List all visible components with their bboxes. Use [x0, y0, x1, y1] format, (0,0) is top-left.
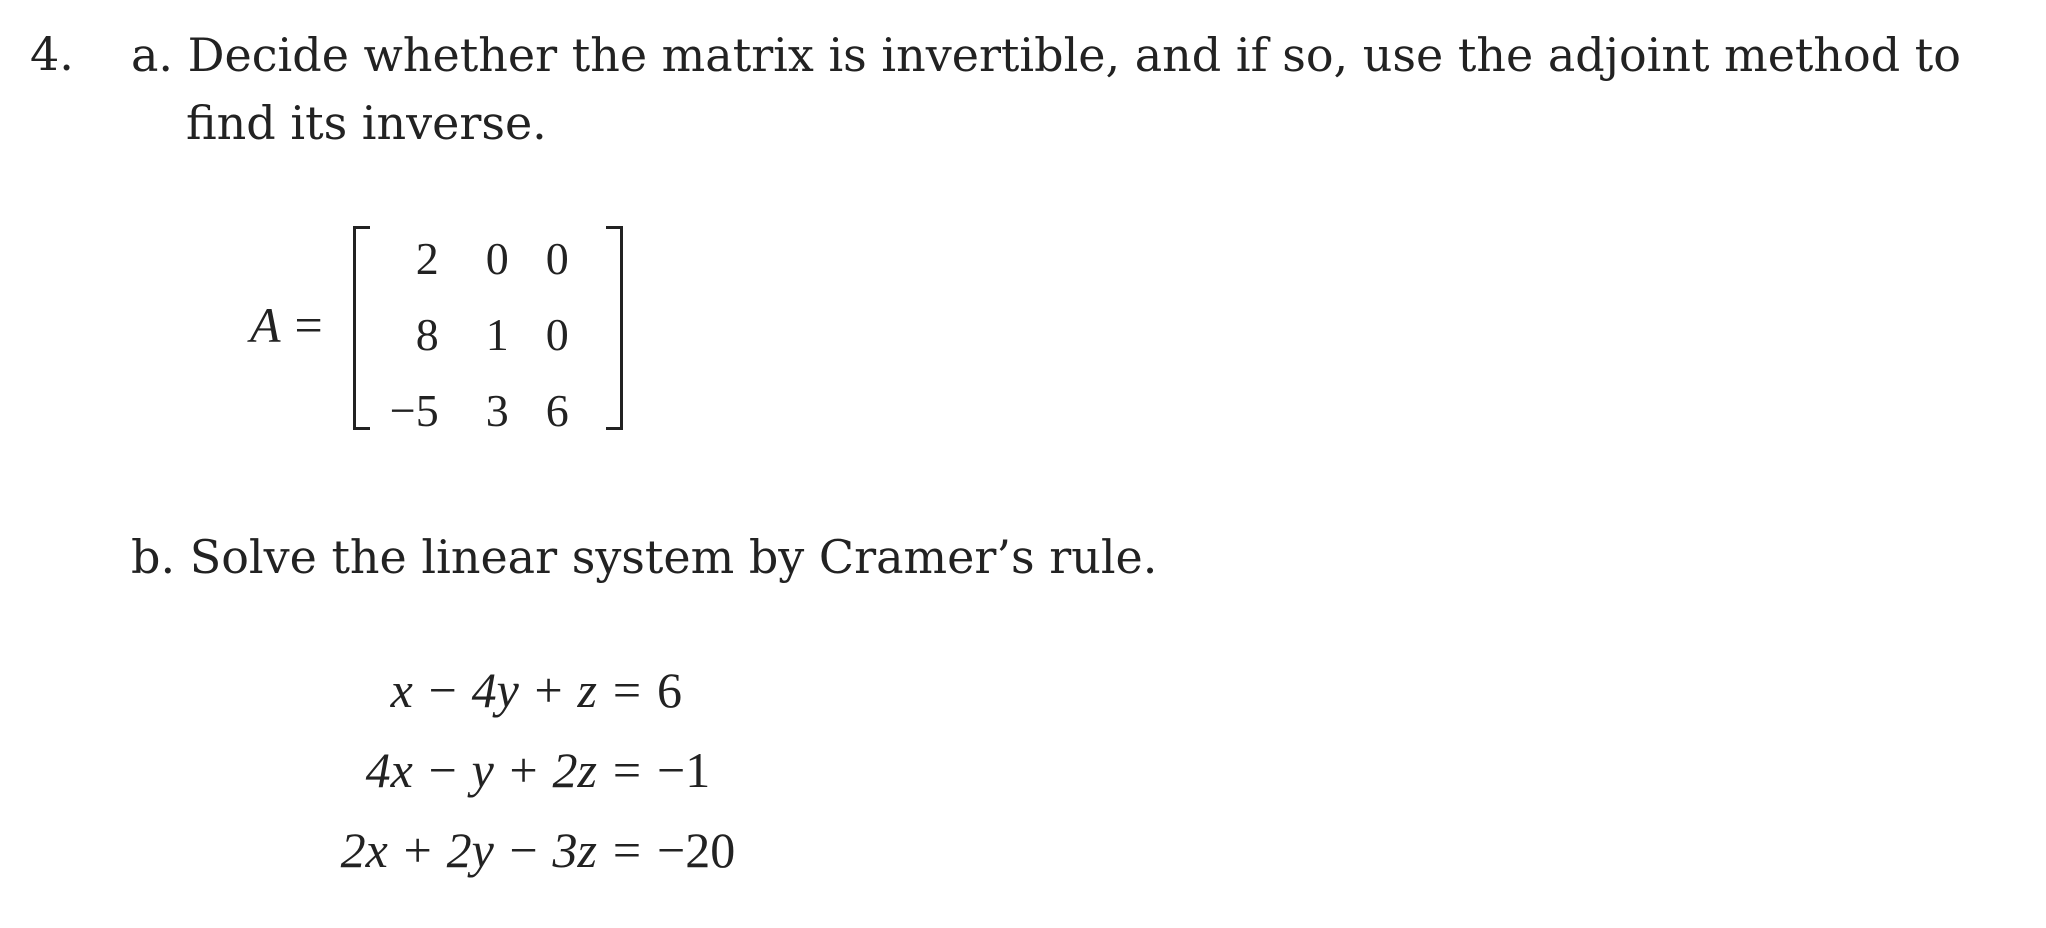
matrix-cell: 0: [545, 308, 569, 360]
equation-equals: =: [612, 742, 642, 798]
equation-rhs: 6: [657, 662, 682, 718]
equation-equals: =: [612, 822, 642, 878]
linear-system: [252, 650, 735, 890]
part-a-text-line2: find its inverse.: [186, 96, 547, 150]
matrix-cell: 0: [485, 232, 509, 284]
matrix-cell: 0: [545, 232, 569, 284]
matrix-left-bracket: [353, 226, 370, 430]
matrix-cell: −5: [389, 384, 439, 436]
matrix-name: A: [250, 297, 281, 353]
part-a-text-line1: a. Decide whether the matrix is invertible, and if so, use the adjoint method to: [131, 28, 1961, 82]
matrix-cell: 2: [415, 232, 439, 284]
equation-equals: =: [612, 662, 642, 718]
matrix-grid: [375, 220, 601, 436]
matrix-right-bracket: [606, 226, 623, 430]
question-number: 4.: [30, 27, 74, 81]
equation-lhs: 2x + 2y − 3z: [340, 822, 597, 878]
equation-rhs: −20: [657, 822, 736, 878]
equation-rhs: −1: [657, 742, 711, 798]
matrix-lhs: [250, 296, 323, 354]
part-b-text-line1: b. Solve the linear system by Cramer’s rule.: [131, 530, 1158, 584]
matrix-cell: 8: [415, 308, 439, 360]
matrix: [353, 220, 623, 436]
equation-lhs: x − 4y + z: [390, 662, 597, 718]
matrix-equals: =: [294, 297, 323, 353]
matrix-cell: 1: [485, 308, 509, 360]
matrix-cell: 3: [485, 384, 509, 436]
matrix-cell: 6: [545, 384, 569, 436]
matrix-equation: [250, 220, 623, 436]
equation-lhs: 4x − y + 2z: [365, 742, 597, 798]
equation-row: [252, 810, 735, 890]
equation-row: [252, 650, 735, 730]
equation-row: [252, 730, 735, 810]
